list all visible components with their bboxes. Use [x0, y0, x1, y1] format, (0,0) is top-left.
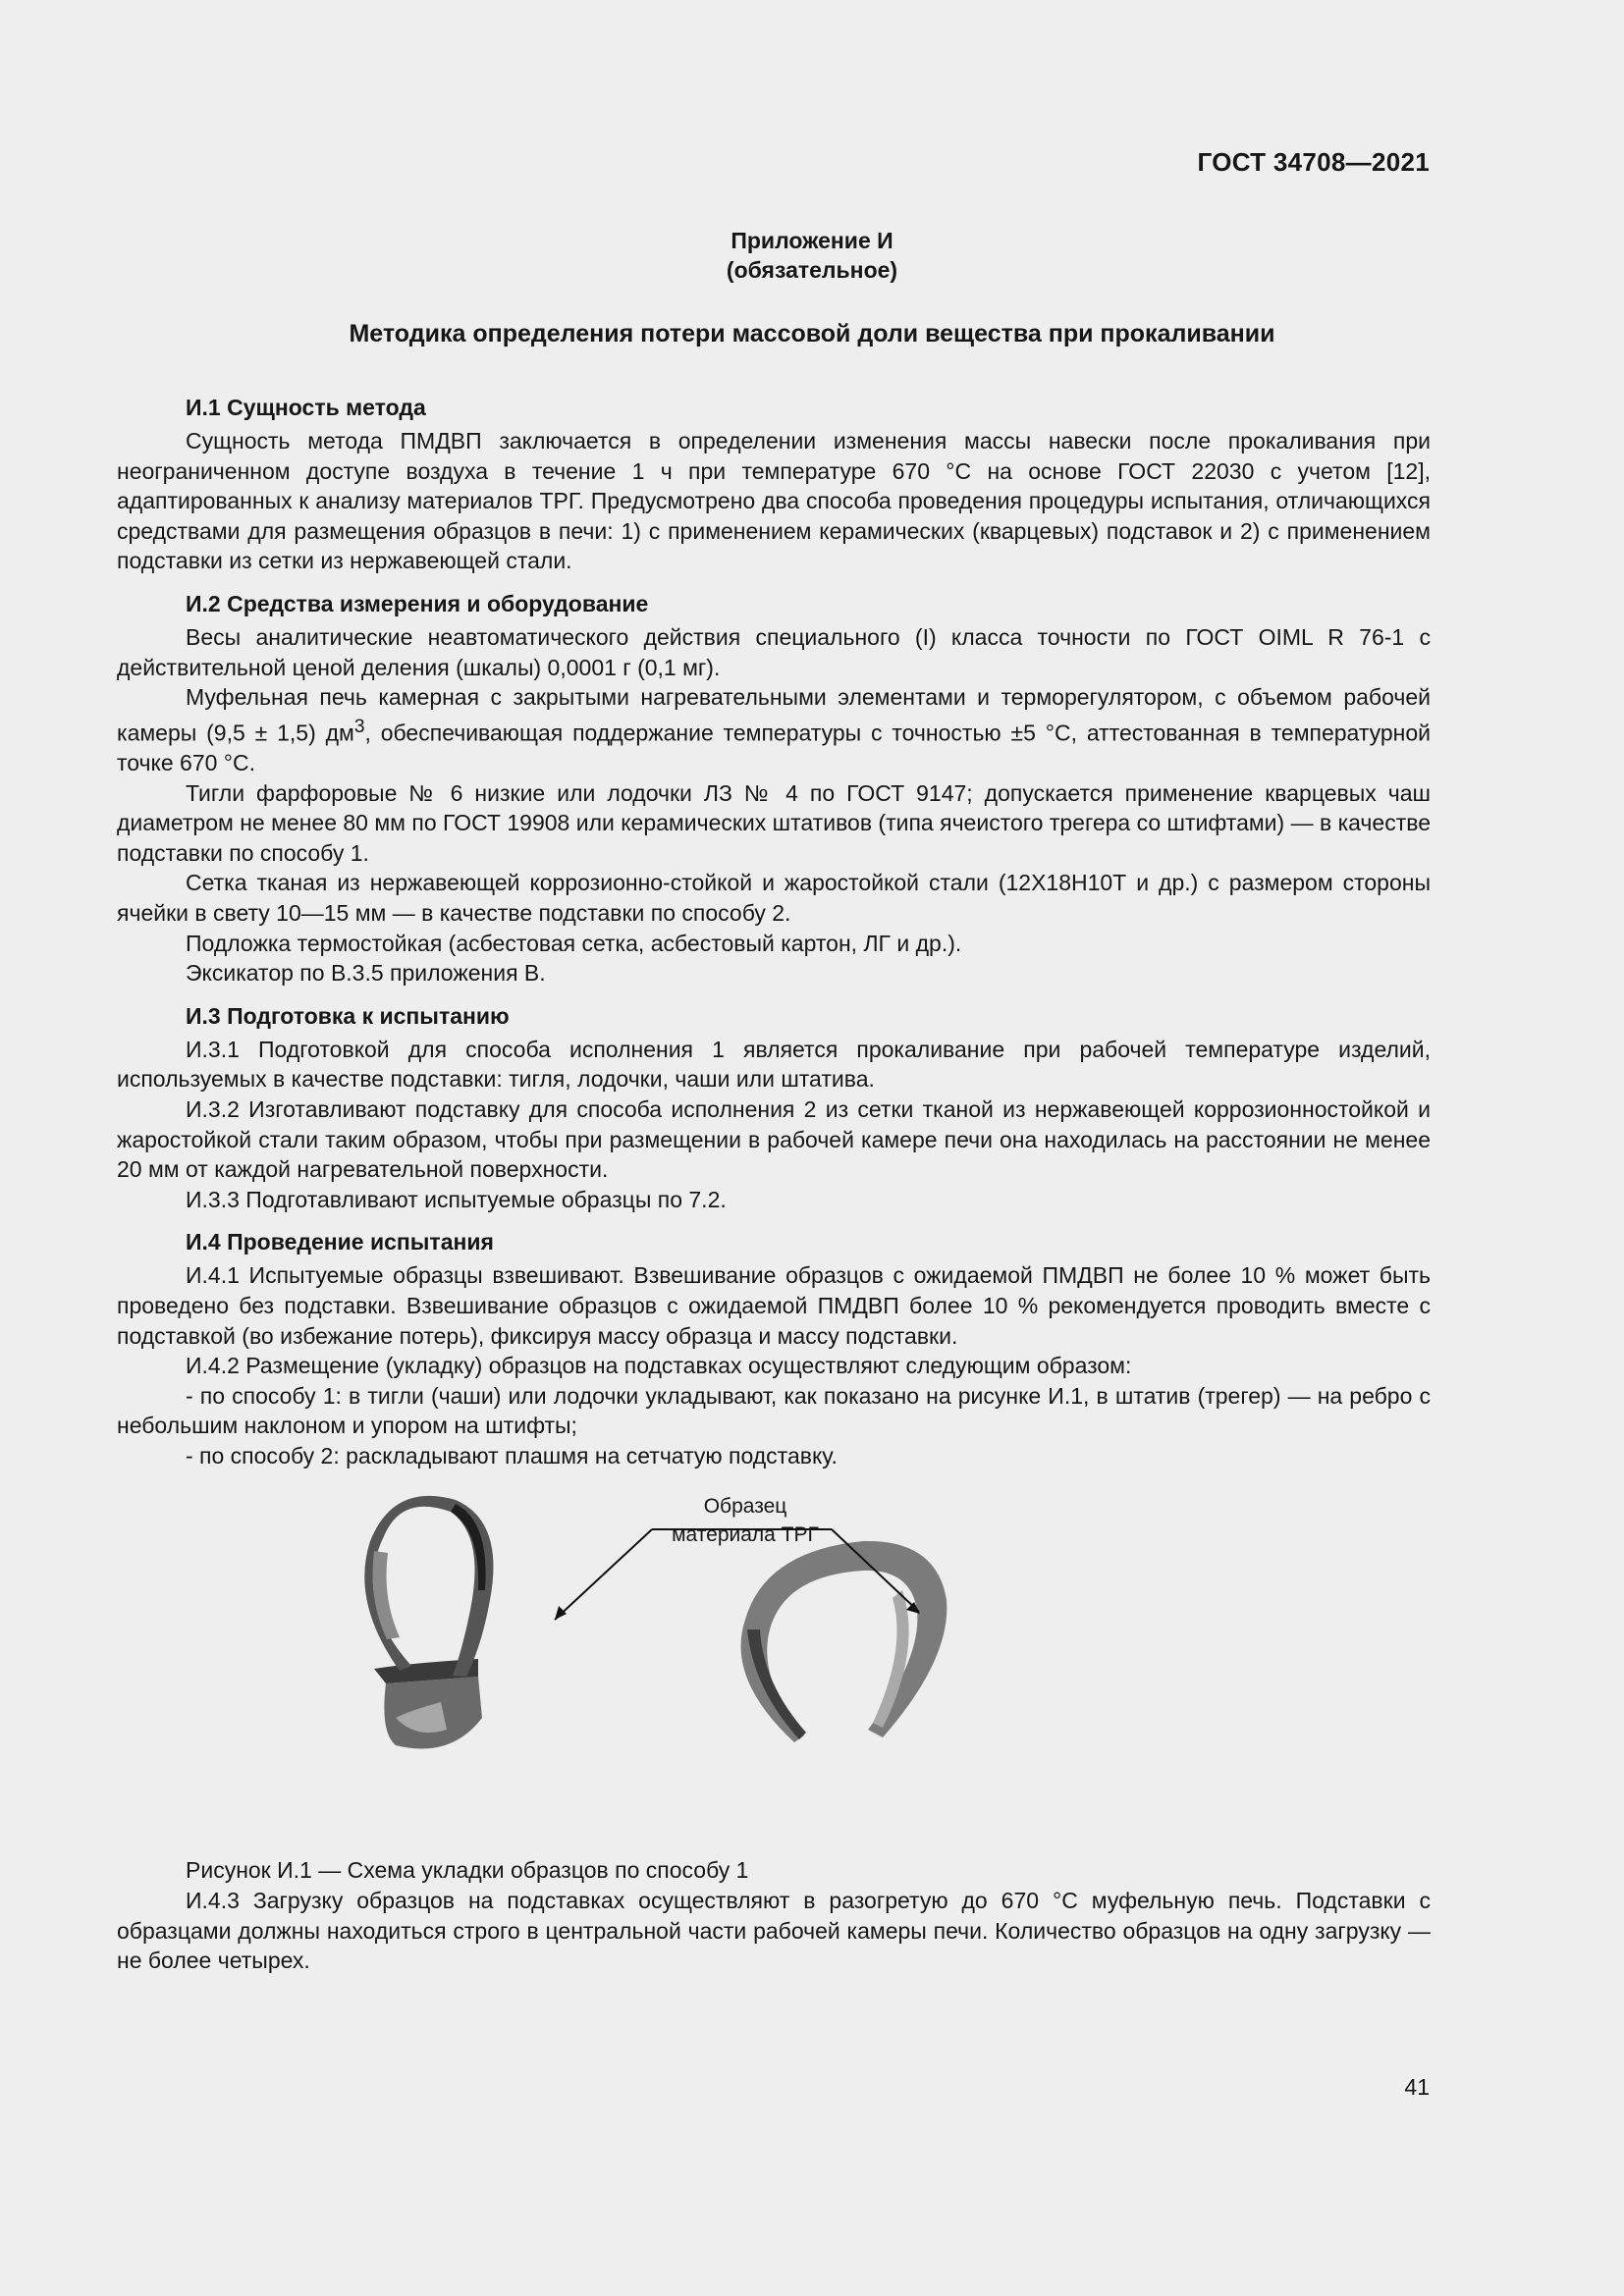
paragraph: И.4.2 Размещение (укладку) образцов на подставках осуществляют следующим образом:: [186, 1353, 1132, 1379]
paragraph: Сущность метода ПМДВП заключается в определении изменения массы навески после прокаливания при неограниченном доступе воздуха в течение 1 ч при температуре 670 °C на основе ГОСТ 22030 с учетом [12], адаптированных к анализу материалов ТРГ. Предусмотрено два способа проведения процедуры испытания, отличающихся средствами для размещения образцов в печи: 1) с применением керамических (кварцевых) подставок и 2) с применением подставки из сетки из нержавеющей стали.: [117, 428, 1431, 574]
ring-body: [741, 1541, 947, 1742]
left-arrowhead: [555, 1606, 567, 1620]
section-heading-i4: И.4 Проведение испытания: [186, 1229, 494, 1255]
figure-caption: Рисунок И.1 — Схема укладки образцов по способу 1: [186, 1857, 749, 1884]
text-run: Муфельная печь камерная с закрытыми нагревательными элементами и терморегулятором, с объемом рабочей камеры (9,5 ± 1,5) дм: [117, 684, 1431, 746]
paragraph: Сетка тканая из нержавеющей коррозионно-стойкой и жаростойкой стали (12Х18Н10Т и др.) с размером стороны ячейки в свету 10—15 мм — в качестве подставки по способу 2.: [117, 870, 1431, 926]
paragraph: И.3.2 Изготавливают подставку для способа исполнения 2 из сетки тканой из нержавеющей коррозионностойкой и жаростойкой стали таким образом, чтобы при размещении в рабочей камере печи она находилась на расстоянии не менее 20 мм от каждой нагревательной поверхности.: [117, 1095, 1431, 1183]
callout-line1: Образец: [703, 1495, 787, 1519]
paragraph: Весы аналитические неавтоматического действия специального (I) класса точности по ГОСТ OIML R 76-1 с действительной ценой деления (шкалы) 0,0001 г (0,1 мг).: [117, 623, 1431, 680]
figure-i1: [117, 1482, 1431, 1855]
appendix-title: Приложение И: [731, 228, 893, 253]
paragraph: Эксикатор по В.3.5 приложения В.: [186, 960, 546, 987]
paragraph-furnace: [117, 682, 1431, 777]
crucible-with-sample: [364, 1496, 493, 1749]
paragraph: И.4.1 Испытуемые образцы взвешивают. Взвешивание образцов с ожидаемой ПМДВП не более 10 % может быть проведено без подставки. Взвешивание образцов с ожидаемой ПМДВП более 10 % рекомендуется проводить вместе с подставкой (во избежание потерь), фиксируя массу образца и массу подставки.: [117, 1262, 1431, 1349]
list-item: - по способу 1: в тигли (чаши) или лодочки укладывают, как показано на рисунке И.1, в штатив (трегер) — на ребро с небольшим наклоном и упором на штифты;: [117, 1382, 1431, 1439]
callout-line2: материала ТРГ: [672, 1523, 819, 1547]
paragraph: И.3.3 Подготавливают испытуемые образцы по 7.2.: [186, 1186, 727, 1212]
figure-callout-label: [637, 1492, 853, 1549]
text-run: , обеспечивающая поддержание температуры с точностью ±5 °C, аттестованная в температурной точке 670 °C.: [117, 720, 1431, 775]
document-body: [117, 393, 1431, 1976]
standard-number: ГОСТ 34708—2021: [1197, 147, 1430, 177]
superscript: 3: [353, 716, 365, 737]
list-item: - по способу 2: раскладывают плашмя на сетчатую подставку.: [186, 1442, 838, 1468]
section-heading-i1: И.1 Сущность метода: [186, 395, 426, 420]
ring-sample-right: [741, 1541, 947, 1742]
paragraph: Подложка термостойкая (асбестовая сетка, асбестовый картон, ЛГ и др.).: [186, 930, 962, 956]
section-heading-i2: И.2 Средства измерения и оборудование: [186, 590, 649, 616]
paragraph: И.4.3 Загрузку образцов на подставках осуществляют в разогретую до 670 °C муфельную печь. Подставки с образцами должны находиться строго в центральной части рабочей камеры печи. Количество образцов на одну загрузку — не более четырех.: [117, 1888, 1431, 1974]
document-title: Методика определения потери массовой доли вещества при прокаливании: [349, 320, 1275, 347]
ring-shading-dark: [451, 1504, 486, 1590]
appendix-status: (обязательное): [726, 257, 898, 283]
paragraph: И.3.1 Подготовкой для способа исполнения 1 является прокаливание при рабочей температуре изделий, используемых в качестве подставки: тигля, лодочки, чаши или штатива.: [117, 1036, 1431, 1093]
section-heading-i3: И.3 Подготовка к испытанию: [186, 1002, 510, 1029]
paragraph: Тигли фарфоровые № 6 низкие или лодочки ЛЗ № 4 по ГОСТ 9147; допускается применение кварцевых чаш диаметром не менее 80 мм по ГОСТ 19908 или керамических штативов (типа ячеистого трегера со штифтами) — в качестве подставки по способу 1.: [117, 779, 1431, 866]
page-number: 41: [1404, 2074, 1430, 2100]
